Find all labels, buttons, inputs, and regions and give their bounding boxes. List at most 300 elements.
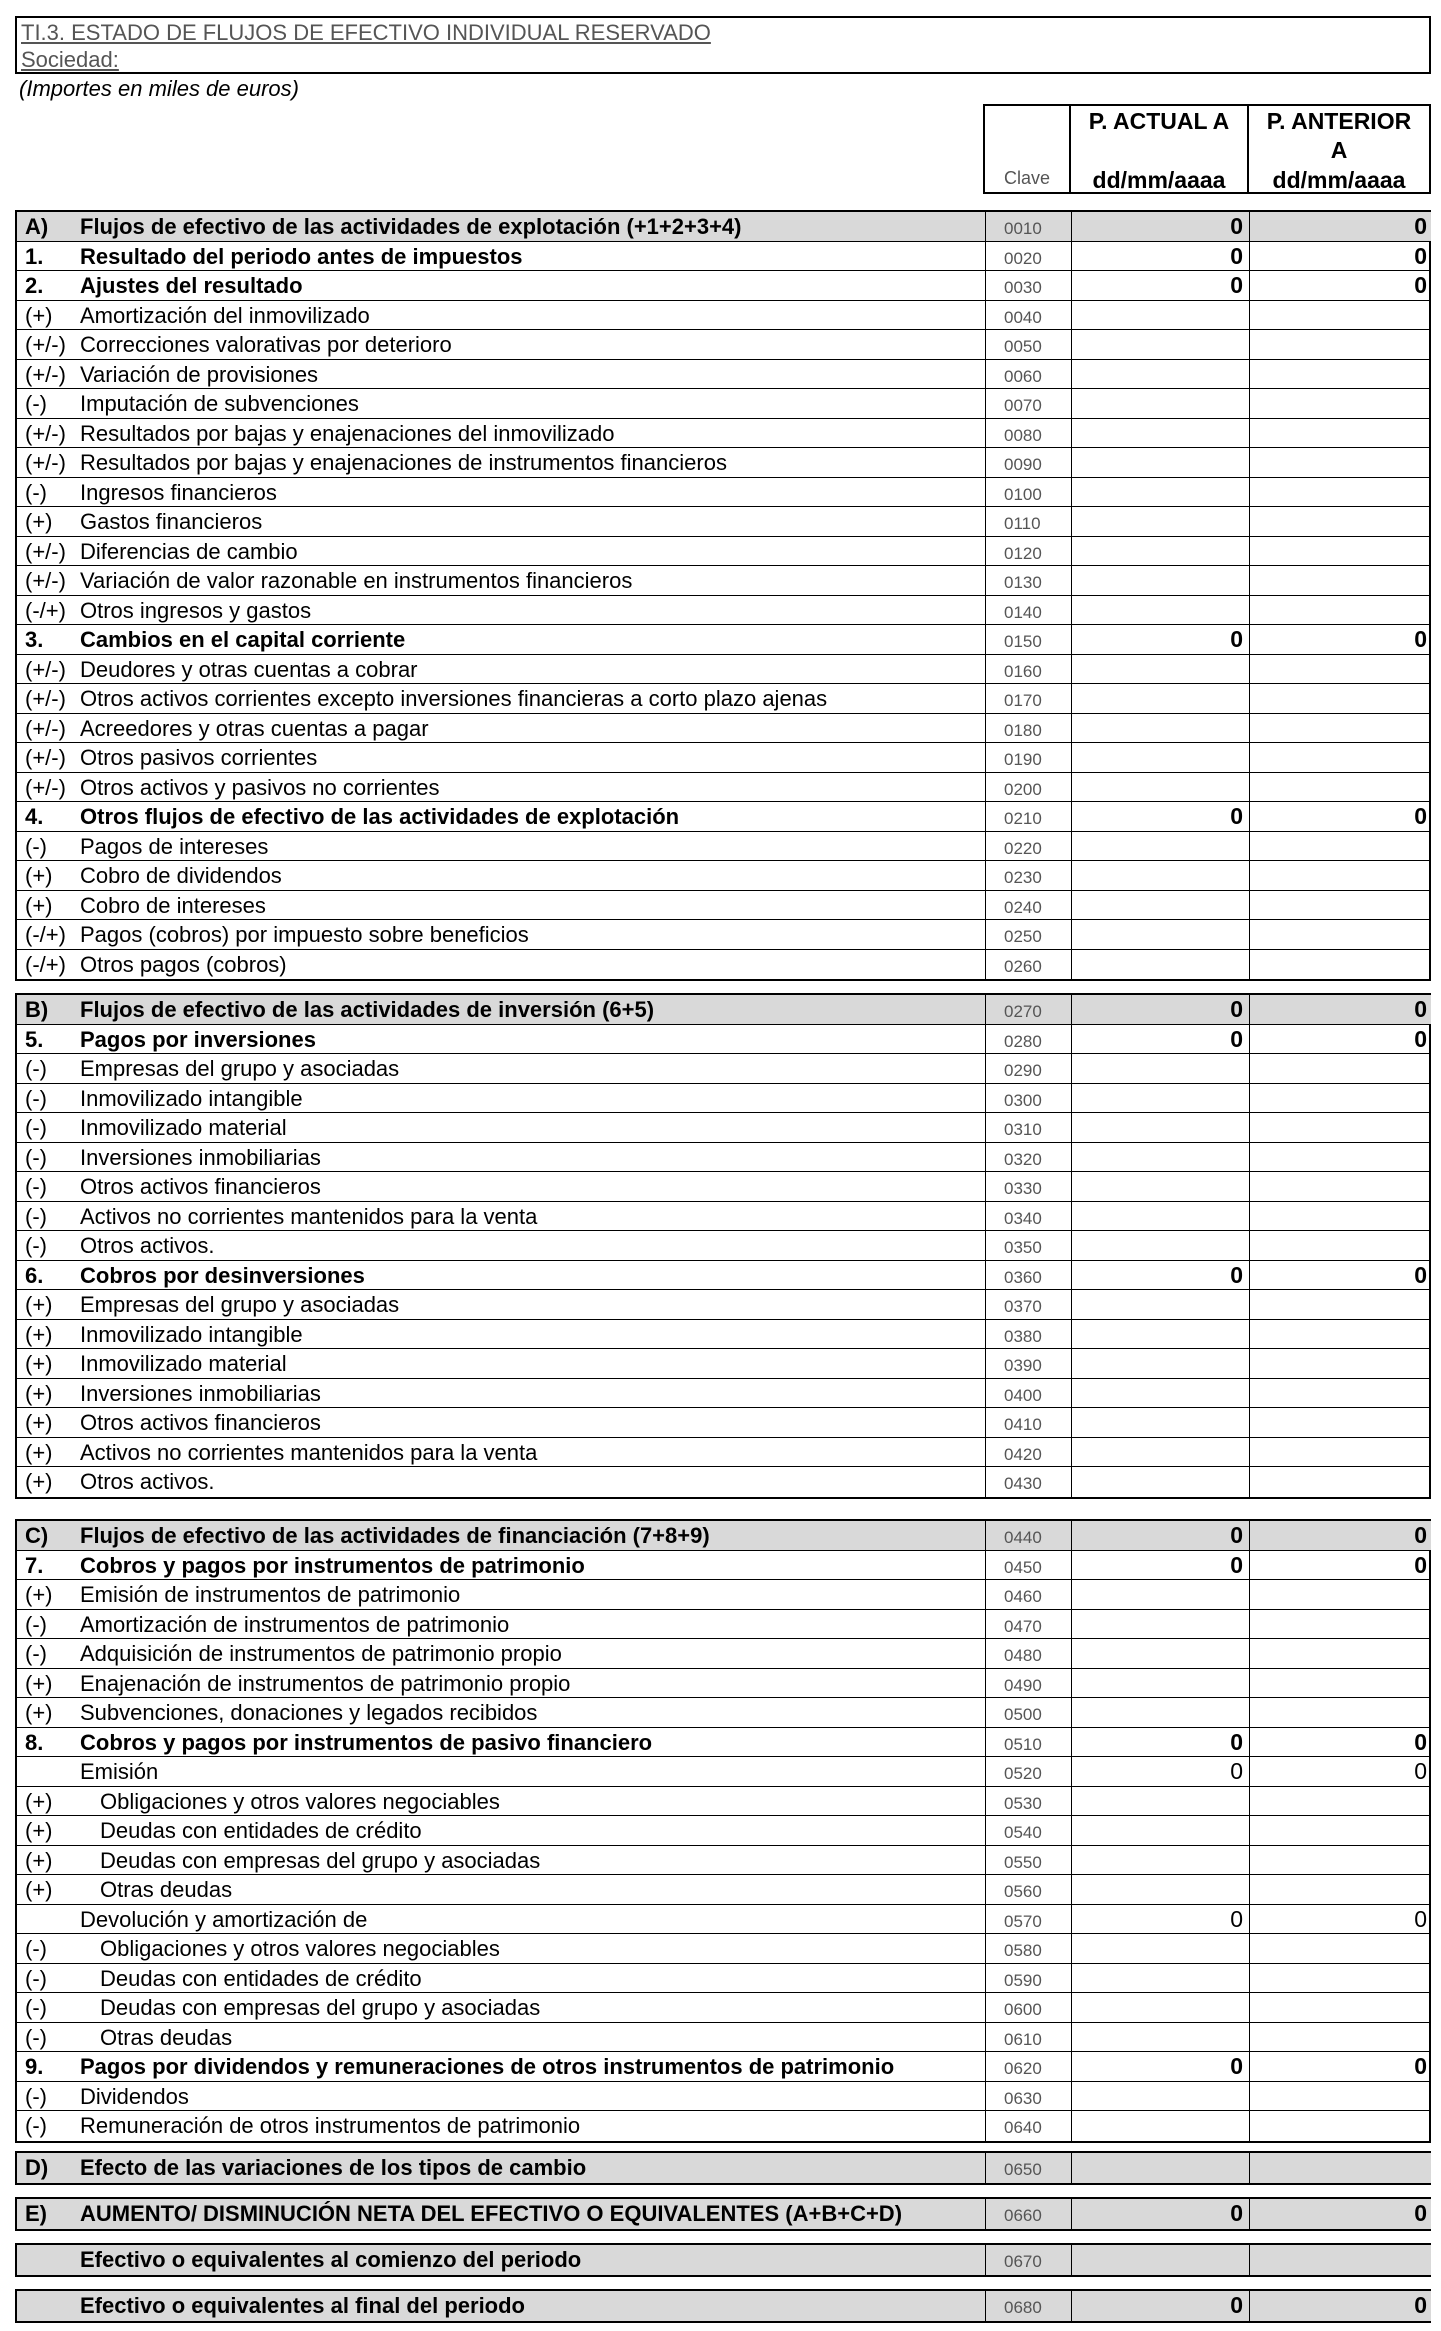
- previous-period-value-cell[interactable]: 0: [1249, 242, 1431, 271]
- previous-period-value-cell[interactable]: 0: [1249, 995, 1431, 1024]
- previous-period-value-cell[interactable]: [1249, 891, 1431, 920]
- row-code: 0440: [985, 1521, 1071, 1550]
- row-code: 0190: [985, 743, 1071, 772]
- statement-row-0100: [17, 478, 1429, 508]
- row-description: Deudas con entidades de crédito: [100, 1965, 422, 1991]
- previous-period-value-cell[interactable]: 0: [1249, 625, 1431, 654]
- statement-row-0580: [17, 1934, 1429, 1964]
- previous-period-value-cell[interactable]: [1249, 920, 1431, 949]
- row-description: Otros activos financieros: [80, 1410, 321, 1435]
- previous-period-value-cell[interactable]: [1249, 507, 1431, 536]
- row-description: Otros activos y pasivos no corrientes: [80, 774, 440, 800]
- current-period-value-cell[interactable]: [1071, 1875, 1249, 1904]
- previous-period-value-cell[interactable]: [1249, 1438, 1431, 1467]
- current-period-value-cell[interactable]: [1071, 478, 1249, 507]
- current-period-value-cell[interactable]: [1071, 773, 1249, 802]
- previous-period-value-cell[interactable]: 0: [1249, 2052, 1431, 2081]
- statement-row-0550: [17, 1846, 1429, 1876]
- row-code: 0020: [985, 242, 1071, 271]
- current-period-value-cell[interactable]: 0: [1071, 1905, 1249, 1934]
- current-period-value-cell[interactable]: 0: [1071, 995, 1249, 1024]
- row-code: 0240: [985, 891, 1071, 920]
- previous-period-value-cell[interactable]: [1249, 2023, 1431, 2052]
- row-code: 0080: [985, 419, 1071, 448]
- row-sign: (+): [25, 863, 53, 888]
- current-period-value-cell[interactable]: [1071, 1610, 1249, 1639]
- row-code: 0200: [985, 773, 1071, 802]
- previous-period-value-cell[interactable]: [1249, 360, 1431, 389]
- row-code: 0640: [985, 2111, 1071, 2141]
- row-sign: (+/-): [25, 686, 66, 711]
- current-period-value-cell[interactable]: [1071, 2111, 1249, 2141]
- current-period-value-cell[interactable]: [1071, 743, 1249, 772]
- statement-row-0170: [17, 684, 1429, 714]
- current-period-value-cell[interactable]: [1071, 1408, 1249, 1437]
- current-period-value-cell[interactable]: [1071, 1816, 1249, 1845]
- current-period-value-cell[interactable]: 0: [1071, 271, 1249, 300]
- row-code: 0010: [985, 212, 1071, 241]
- previous-period-value-cell[interactable]: 0: [1249, 1261, 1431, 1290]
- current-period-value-cell[interactable]: 0: [1071, 212, 1249, 241]
- row-sign: 7.: [25, 1552, 44, 1578]
- row-sign: (-): [25, 1056, 47, 1081]
- current-period-value-cell[interactable]: [1071, 537, 1249, 566]
- previous-period-value-cell[interactable]: [1249, 448, 1431, 477]
- row-code: 0430: [985, 1467, 1071, 1497]
- row-code: 0570: [985, 1905, 1071, 1934]
- statement-section: [15, 993, 1431, 1499]
- current-period-value-cell[interactable]: [1071, 1084, 1249, 1113]
- previous-period-value-cell[interactable]: [1249, 330, 1431, 359]
- current-period-value-cell[interactable]: [1071, 1202, 1249, 1231]
- current-period-value-cell[interactable]: 0: [1071, 802, 1249, 831]
- previous-period-value-cell[interactable]: [1249, 537, 1431, 566]
- row-sign: (-): [25, 1203, 47, 1229]
- row-code: 0660: [985, 2199, 1071, 2229]
- statement-row-0570: [17, 1905, 1429, 1935]
- previous-period-value-cell[interactable]: 0: [1249, 1025, 1431, 1054]
- row-description: Pagos de intereses: [80, 833, 269, 859]
- previous-period-value-cell[interactable]: [1249, 1084, 1431, 1113]
- previous-period-value-cell[interactable]: [1249, 1580, 1431, 1609]
- current-period-value-cell[interactable]: [1071, 1320, 1249, 1349]
- row-description: Dividendos: [80, 2083, 189, 2109]
- previous-period-value-cell[interactable]: [1249, 1816, 1431, 1845]
- row-sign: (+): [25, 1788, 53, 1814]
- row-description: Pagos por dividendos y remuneraciones de otros instrumentos de patrimonio: [80, 2054, 895, 2079]
- previous-period-value-cell[interactable]: [1249, 1379, 1431, 1408]
- previous-period-value-cell[interactable]: [1249, 950, 1431, 980]
- current-period-value-cell[interactable]: 0: [1071, 1551, 1249, 1580]
- previous-period-value-cell[interactable]: 0: [1249, 1521, 1431, 1550]
- row-description: Pagos (cobros) por impuesto sobre beneficios: [80, 922, 529, 947]
- previous-period-value-cell[interactable]: 0: [1249, 1905, 1431, 1934]
- row-sign: (-): [25, 2083, 47, 2109]
- previous-period-value-cell[interactable]: [1249, 861, 1431, 890]
- statement-row-0340: [17, 1202, 1429, 1232]
- row-sign: (-): [25, 2024, 47, 2050]
- clave-label: Clave: [1003, 168, 1051, 188]
- current-period-value-cell[interactable]: [1071, 714, 1249, 743]
- row-code: 0270: [985, 995, 1071, 1024]
- current-period-value-cell[interactable]: 0: [1071, 1757, 1249, 1786]
- current-period-value-cell[interactable]: [1071, 832, 1249, 861]
- statement-row-0630: [17, 2082, 1429, 2112]
- row-description: Correcciones valorativas por deterioro: [80, 332, 452, 357]
- current-period-value-cell[interactable]: [1071, 891, 1249, 920]
- previous-period-value-cell[interactable]: 0: [1249, 1728, 1431, 1757]
- current-period-value-cell[interactable]: [1071, 1698, 1249, 1727]
- statement-row-0160: [17, 655, 1429, 685]
- current-period-value-cell[interactable]: [1071, 1787, 1249, 1816]
- previous-period-value-cell[interactable]: [1249, 1639, 1431, 1668]
- previous-period-value-cell[interactable]: [1249, 478, 1431, 507]
- statement-row-0470: [17, 1610, 1429, 1640]
- previous-period-value-cell[interactable]: [1249, 1290, 1431, 1319]
- previous-period-value-cell[interactable]: [1249, 1467, 1431, 1497]
- statement-row-0240: [17, 891, 1429, 921]
- current-period-value-cell[interactable]: [1071, 448, 1249, 477]
- row-description: Efectivo o equivalentes al final del periodo: [80, 2293, 525, 2318]
- row-sign: 9.: [25, 2054, 44, 2079]
- current-period-value-cell[interactable]: [1071, 1934, 1249, 1963]
- row-code: 0260: [985, 950, 1071, 980]
- previous-period-value-cell[interactable]: [1249, 655, 1431, 684]
- report-header-box: [15, 16, 1431, 74]
- statement-row-0180: [17, 714, 1429, 744]
- previous-period-value-cell[interactable]: [1249, 2245, 1431, 2275]
- statement-row-0450: [17, 1551, 1429, 1581]
- current-period-value-cell[interactable]: [1071, 360, 1249, 389]
- row-code: 0140: [985, 596, 1071, 625]
- current-period-value-cell[interactable]: [1071, 330, 1249, 359]
- row-code: 0310: [985, 1113, 1071, 1142]
- row-sign: (-): [25, 479, 47, 505]
- row-sign: (-): [25, 1995, 47, 2020]
- current-period-label: P. ACTUAL A: [1088, 108, 1230, 134]
- current-period-value-cell[interactable]: [1071, 1379, 1249, 1408]
- statement-row-0620: [17, 2052, 1429, 2082]
- current-period-value-cell[interactable]: [1071, 419, 1249, 448]
- row-sign: (+): [25, 1818, 53, 1843]
- current-period-value-cell[interactable]: [1071, 950, 1249, 980]
- previous-period-value-cell[interactable]: [1249, 1610, 1431, 1639]
- previous-period-value-cell[interactable]: [1249, 2111, 1431, 2141]
- row-description: Resultado del periodo antes de impuestos: [80, 243, 523, 269]
- previous-period-value-cell[interactable]: [1249, 832, 1431, 861]
- statement-row-0600: [17, 1993, 1429, 2023]
- row-sign: (-/+): [25, 922, 66, 947]
- previous-period-value-cell[interactable]: [1249, 1143, 1431, 1172]
- row-sign: (+): [25, 1410, 53, 1435]
- current-period-value-cell[interactable]: [1071, 1639, 1249, 1668]
- previous-period-value-cell[interactable]: [1249, 1320, 1431, 1349]
- current-period-value-cell[interactable]: [1071, 596, 1249, 625]
- statement-row-0230: [17, 861, 1429, 891]
- current-period-value-cell[interactable]: [1071, 507, 1249, 536]
- statement-row-0050: [17, 330, 1429, 360]
- row-description: Flujos de efectivo de las actividades de inversión (6+5): [80, 997, 655, 1022]
- row-code: 0220: [985, 832, 1071, 861]
- row-sign: (-): [25, 833, 47, 859]
- row-code: 0410: [985, 1408, 1071, 1437]
- current-period-value-cell[interactable]: [1071, 1113, 1249, 1142]
- row-code: 0380: [985, 1320, 1071, 1349]
- statement-row-0500: [17, 1698, 1429, 1728]
- current-period-date: dd/mm/aaaa: [1092, 167, 1226, 193]
- current-period-value-cell[interactable]: [1071, 920, 1249, 949]
- row-code: 0170: [985, 684, 1071, 713]
- row-code: 0620: [985, 2052, 1071, 2081]
- statement-row-0420: [17, 1438, 1429, 1468]
- row-description: Activos no corrientes mantenidos para la venta: [80, 1439, 538, 1465]
- statement-row-0460: [17, 1580, 1429, 1610]
- previous-period-value-cell[interactable]: [1249, 1993, 1431, 2022]
- current-period-value-cell[interactable]: [1071, 1438, 1249, 1467]
- row-code: 0130: [985, 566, 1071, 595]
- row-code: 0120: [985, 537, 1071, 566]
- row-code: 0030: [985, 271, 1071, 300]
- row-description: Flujos de efectivo de las actividades de explotación (+1+2+3+4): [80, 214, 742, 239]
- current-period-value-cell[interactable]: 0: [1071, 1728, 1249, 1757]
- row-code: 0400: [985, 1379, 1071, 1408]
- previous-period-value-cell[interactable]: [1249, 389, 1431, 418]
- current-period-value-cell[interactable]: [1071, 861, 1249, 890]
- current-period-value-cell[interactable]: [1071, 301, 1249, 330]
- row-code: 0060: [985, 360, 1071, 389]
- row-code: 0580: [985, 1934, 1071, 1963]
- row-description: Efecto de las variaciones de los tipos de cambio: [80, 2155, 587, 2180]
- row-code: 0540: [985, 1816, 1071, 1845]
- row-code: 0450: [985, 1551, 1071, 1580]
- previous-period-value-cell[interactable]: [1249, 1669, 1431, 1698]
- current-period-value-cell[interactable]: [1071, 2082, 1249, 2111]
- row-sign: (+/-): [25, 420, 66, 446]
- row-description: Variación de valor razonable en instrumentos financieros: [80, 568, 633, 593]
- row-code: 0210: [985, 802, 1071, 831]
- row-description: Otras deudas: [100, 1877, 233, 1902]
- row-description: Adquisición de instrumentos de patrimonio propio: [80, 1641, 562, 1666]
- row-description: Gastos financieros: [80, 509, 263, 534]
- row-description: Enajenación de instrumentos de patrimonio propio: [80, 1670, 571, 1696]
- previous-period-label: P. ANTERIOR: [1266, 108, 1412, 134]
- row-description: Otros flujos de efectivo de las actividades de explotación: [80, 804, 680, 829]
- statement-row-0330: [17, 1172, 1429, 1202]
- statement-section: [15, 2243, 1431, 2277]
- row-code: 0530: [985, 1787, 1071, 1816]
- current-period-value-cell[interactable]: [1071, 684, 1249, 713]
- row-description: Ajustes del resultado: [80, 273, 303, 298]
- row-code: 0050: [985, 330, 1071, 359]
- row-code: 0180: [985, 714, 1071, 743]
- current-period-column-header: [1069, 104, 1249, 194]
- current-period-value-cell[interactable]: [1071, 1172, 1249, 1201]
- row-sign: 6.: [25, 1262, 44, 1288]
- row-sign: (+): [25, 1670, 53, 1696]
- row-description: Efectivo o equivalentes al comienzo del periodo: [80, 2247, 582, 2272]
- row-description: AUMENTO/ DISMINUCIÓN NETA DEL EFECTIVO O EQUIVALENTES (A+B+C+D): [80, 2201, 903, 2226]
- row-code: 0160: [985, 655, 1071, 684]
- row-code: 0670: [985, 2245, 1071, 2275]
- previous-period-value-cell[interactable]: [1249, 2153, 1431, 2183]
- row-sign: 8.: [25, 1729, 44, 1755]
- previous-period-value-cell[interactable]: [1249, 301, 1431, 330]
- current-period-value-cell[interactable]: 0: [1071, 1025, 1249, 1054]
- previous-period-value-cell[interactable]: [1249, 1231, 1431, 1260]
- row-sign: (-): [25, 1174, 47, 1199]
- statement-row-0520: [17, 1757, 1429, 1787]
- current-period-value-cell[interactable]: 0: [1071, 2052, 1249, 2081]
- row-sign: (+/-): [25, 774, 66, 800]
- current-period-value-cell[interactable]: [1071, 655, 1249, 684]
- row-description: Obligaciones y otros valores negociables: [100, 1936, 500, 1961]
- statement-row-0220: [17, 832, 1429, 862]
- current-period-value-cell[interactable]: [1071, 1290, 1249, 1319]
- previous-period-value-cell[interactable]: [1249, 743, 1431, 772]
- row-sign: (-): [25, 391, 47, 416]
- row-description: Otros activos financieros: [80, 1174, 321, 1199]
- previous-period-value-cell[interactable]: [1249, 1964, 1431, 1993]
- statement-row-0680: [17, 2291, 1429, 2321]
- current-period-value-cell[interactable]: 0: [1071, 625, 1249, 654]
- row-description: Otros activos corrientes excepto inversiones financieras a corto plazo ajenas: [80, 686, 828, 711]
- statement-row-0250: [17, 920, 1429, 950]
- row-code: 0300: [985, 1084, 1071, 1113]
- row-code: 0370: [985, 1290, 1071, 1319]
- row-code: 0520: [985, 1757, 1071, 1786]
- current-period-value-cell[interactable]: [1071, 2153, 1249, 2183]
- statement-row-0030: [17, 271, 1429, 301]
- previous-period-value-cell[interactable]: [1249, 566, 1431, 595]
- row-sign: 4.: [25, 804, 44, 829]
- statement-row-0210: [17, 802, 1429, 832]
- statement-row-0090: [17, 448, 1429, 478]
- statement-row-0610: [17, 2023, 1429, 2053]
- current-period-value-cell[interactable]: [1071, 1993, 1249, 2022]
- previous-period-value-cell[interactable]: [1249, 1202, 1431, 1231]
- current-period-value-cell[interactable]: [1071, 1580, 1249, 1609]
- statement-row-0480: [17, 1639, 1429, 1669]
- current-period-value-cell[interactable]: [1071, 389, 1249, 418]
- previous-period-value-cell[interactable]: [1249, 596, 1431, 625]
- row-description: Amortización del inmovilizado: [80, 302, 370, 328]
- statement-row-0540: [17, 1816, 1429, 1846]
- statement-row-0280: [17, 1025, 1429, 1055]
- previous-period-value-cell[interactable]: [1249, 1408, 1431, 1437]
- current-period-value-cell[interactable]: [1071, 1846, 1249, 1875]
- statement-row-0150: [17, 625, 1429, 655]
- current-period-value-cell[interactable]: [1071, 1349, 1249, 1378]
- statement-section: [15, 1519, 1431, 2143]
- row-sign: E): [25, 2201, 47, 2226]
- previous-period-value-cell[interactable]: 0: [1249, 212, 1431, 241]
- current-period-value-cell[interactable]: 0: [1071, 1261, 1249, 1290]
- row-code: 0350: [985, 1231, 1071, 1260]
- statement-row-0410: [17, 1408, 1429, 1438]
- row-description: Inmovilizado material: [80, 1115, 287, 1140]
- current-period-value-cell[interactable]: [1071, 566, 1249, 595]
- statement-row-0190: [17, 743, 1429, 773]
- current-period-value-cell[interactable]: [1071, 1231, 1249, 1260]
- previous-period-value-cell[interactable]: 0: [1249, 1757, 1431, 1786]
- row-code: 0550: [985, 1846, 1071, 1875]
- row-code: 0250: [985, 920, 1071, 949]
- current-period-value-cell[interactable]: 0: [1071, 2199, 1249, 2229]
- previous-period-value-cell[interactable]: 0: [1249, 2199, 1431, 2229]
- row-sign: (+): [25, 1351, 53, 1376]
- previous-period-value-cell[interactable]: [1249, 1172, 1431, 1201]
- row-sign: (+/-): [25, 361, 66, 387]
- row-sign: (-): [25, 1641, 47, 1666]
- current-period-value-cell[interactable]: [1071, 1143, 1249, 1172]
- current-period-value-cell[interactable]: [1071, 1669, 1249, 1698]
- previous-period-value-cell[interactable]: [1249, 684, 1431, 713]
- statement-row-0560: [17, 1875, 1429, 1905]
- row-code: 0500: [985, 1698, 1071, 1727]
- current-period-value-cell[interactable]: 0: [1071, 242, 1249, 271]
- row-code: 0290: [985, 1054, 1071, 1083]
- row-sign: D): [25, 2155, 49, 2180]
- row-description: Inmovilizado material: [80, 1351, 287, 1376]
- previous-period-value-cell[interactable]: [1249, 773, 1431, 802]
- row-description: Remuneración de otros instrumentos de patrimonio: [80, 2113, 581, 2138]
- row-sign: 5.: [25, 1026, 44, 1052]
- previous-period-value-cell[interactable]: 0: [1249, 1551, 1431, 1580]
- row-description: Deudores y otras cuentas a cobrar: [80, 656, 418, 682]
- previous-period-value-cell[interactable]: [1249, 1787, 1431, 1816]
- previous-period-value-cell[interactable]: [1249, 1349, 1431, 1378]
- previous-period-value-cell[interactable]: [1249, 1934, 1431, 1963]
- statement-section: [15, 2151, 1431, 2185]
- previous-period-value-cell[interactable]: 0: [1249, 271, 1431, 300]
- row-code: 0490: [985, 1669, 1071, 1698]
- row-description: Otros pasivos corrientes: [80, 745, 318, 770]
- current-period-value-cell[interactable]: 0: [1071, 1521, 1249, 1550]
- row-sign: (-): [25, 1115, 47, 1140]
- row-code: 0630: [985, 2082, 1071, 2111]
- previous-period-value-cell[interactable]: 0: [1249, 802, 1431, 831]
- current-period-value-cell[interactable]: [1071, 2023, 1249, 2052]
- row-sign: B): [25, 997, 49, 1022]
- statement-row-0140: [17, 596, 1429, 626]
- previous-period-value-cell[interactable]: [1249, 714, 1431, 743]
- row-description: Devolución y amortización de: [80, 1906, 368, 1932]
- current-period-value-cell[interactable]: [1071, 2245, 1249, 2275]
- previous-period-value-cell[interactable]: [1249, 1698, 1431, 1727]
- row-sign: (-): [25, 1611, 47, 1637]
- row-sign: (-): [25, 1936, 47, 1961]
- current-period-value-cell[interactable]: [1071, 1054, 1249, 1083]
- previous-period-value-cell[interactable]: [1249, 1113, 1431, 1142]
- previous-period-value-cell[interactable]: 0: [1249, 2291, 1431, 2321]
- previous-period-value-cell[interactable]: [1249, 1054, 1431, 1083]
- previous-period-value-cell[interactable]: [1249, 1846, 1431, 1875]
- row-code: 0610: [985, 2023, 1071, 2052]
- previous-period-value-cell[interactable]: [1249, 1875, 1431, 1904]
- statement-row-0650: [17, 2153, 1429, 2183]
- statement-row-0020: [17, 242, 1429, 272]
- units-note: (Importes en miles de euros): [19, 76, 299, 101]
- row-description: Otros pagos (cobros): [80, 951, 287, 977]
- company-label: Sociedad:: [21, 47, 119, 72]
- current-period-value-cell[interactable]: 0: [1071, 2291, 1249, 2321]
- previous-period-value-cell[interactable]: [1249, 2082, 1431, 2111]
- current-period-value-cell[interactable]: [1071, 1964, 1249, 1993]
- row-code: 0280: [985, 1025, 1071, 1054]
- previous-period-value-cell[interactable]: [1249, 419, 1431, 448]
- current-period-value-cell[interactable]: [1071, 1467, 1249, 1497]
- row-code: 0340: [985, 1202, 1071, 1231]
